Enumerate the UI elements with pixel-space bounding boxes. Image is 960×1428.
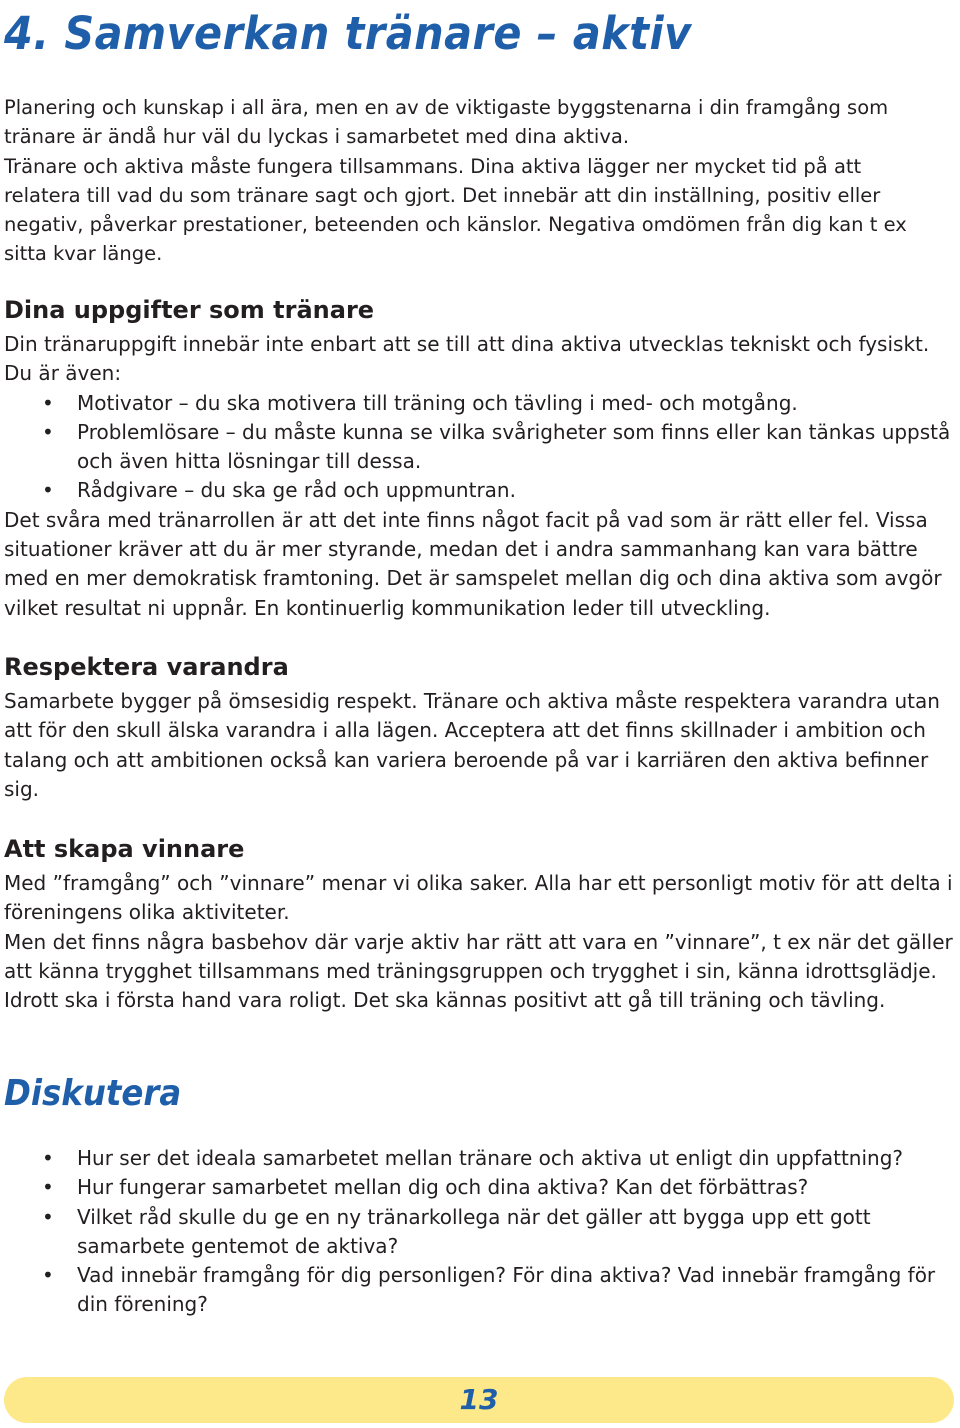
list-item [4, 1203, 956, 1262]
bullet-icon: • [42, 1263, 54, 1288]
bullet-icon: • [42, 1204, 54, 1229]
intro-line: tränare är ändå hur väl du lyckas i samarbetet med dina aktiva. [4, 125, 630, 149]
bullet-icon: • [42, 478, 54, 503]
list-item-text: och även hitta lösningar till dessa. [77, 449, 422, 474]
section-heading: Respektera varandra [4, 653, 289, 681]
vinnare-section [4, 833, 956, 1015]
list-item [4, 476, 956, 505]
intro-line: sitta kvar länge. [4, 242, 163, 266]
paragraph-line: sig. [4, 776, 40, 801]
list-item-text: Hur fungerar samarbetet mellan dig och dina aktiva? Kan det förbättras? [77, 1175, 809, 1200]
intro-line: negativ, påverkar prestationer, beteenden och känslor. Negativa omdömen från dig kan t ex [4, 213, 907, 237]
list-item-text: Vad innebär framgång för dig personligen? För dina aktiva? Vad innebär framgång för [77, 1263, 936, 1288]
list-item [4, 1173, 956, 1202]
paragraph-line: Med ”framgång” och ”vinnare” menar vi olika saker. Alla har ett personligt motiv för att delta i [4, 871, 953, 895]
paragraph-line: att känna trygghet tillsammans med träningsgruppen och trygghet i sin, känna idrottsglädje. [4, 958, 937, 983]
paragraph-line: vilket resultat ni uppnår. En kontinuerlig kommunikation leder till utveckling. [4, 595, 771, 620]
question-list [4, 1144, 956, 1320]
section-heading: Att skapa vinnare [4, 835, 245, 863]
bullet-icon: • [42, 1175, 54, 1200]
paragraph-line: Men det finns några basbehov där varje aktiv har rätt att vara en ”vinnare”, t ex när det gäller [4, 929, 953, 954]
list-item-text: din förening? [77, 1292, 208, 1317]
diskutera-heading: Diskutera [4, 1073, 182, 1114]
list-item-text: samarbete gentemot de aktiva? [77, 1233, 399, 1258]
paragraph-line: Din tränaruppgift innebär inte enbart att se till att dina aktiva utvecklas tekniskt och fysiskt. [4, 332, 930, 356]
list-item [4, 1261, 956, 1320]
paragraph-line: talang och att ambitionen också kan variera beroende på var i karriären den aktiva befinner [4, 747, 929, 772]
paragraph-line: föreningens olika aktiviteter. [4, 900, 290, 925]
list-item [4, 1144, 956, 1173]
bullet-icon: • [42, 390, 54, 415]
paragraph-line: Samarbete bygger på ömsesidig respekt. Tränare och aktiva måste respektera varandra utan [4, 689, 940, 713]
roles-list [4, 389, 956, 506]
intro-line: Tränare och aktiva måste fungera tillsammans. Dina aktiva lägger ner mycket tid på att [4, 154, 862, 178]
respektera-section [4, 651, 956, 804]
list-item-text: Vilket råd skulle du ge en ny tränarkollega när det gäller att bygga upp ett gott [77, 1204, 871, 1229]
footer-bar [4, 1377, 954, 1423]
list-item [4, 389, 956, 418]
page-number: 13 [459, 1383, 499, 1416]
list-item-text: Motivator – du ska motivera till träning och tävling i med- och motgång. [77, 390, 798, 415]
paragraph-line: situationer kräver att du är mer styrande, medan det i andra sammanhang kan vara bättre [4, 537, 918, 562]
uppgifter-section [4, 294, 956, 623]
list-item [4, 418, 956, 477]
bullet-icon: • [42, 419, 54, 444]
paragraph-line: Du är även: [4, 361, 122, 386]
paragraph-line: Idrott ska i första hand vara roligt. Det ska kännas positivt att gå till träning och tävling. [4, 988, 886, 1013]
diskutera-section [4, 1144, 956, 1320]
list-item-text: Hur ser det ideala samarbetet mellan tränare och aktiva ut enligt din uppfattning? [77, 1146, 904, 1170]
intro-line: relatera till vad du som tränare sagt och gjort. Det innebär att din inställning, positiv eller [4, 183, 881, 207]
list-item-text: Rådgivare – du ska ge råd och uppmuntran. [77, 478, 516, 503]
paragraph-line: med en mer demokratisk framtoning. Det är samspelet mellan dig och dina aktiva som avgör [4, 566, 942, 591]
section-heading: Dina uppgifter som tränare [4, 296, 375, 324]
page-title: 4. Samverkan tränare – aktiv [4, 7, 692, 60]
list-item-text: Problemlösare – du måste kunna se vilka svårigheter som finns eller kan tänkas uppstå [77, 419, 951, 444]
paragraph-line: att för den skull älska varandra i alla lägen. Acceptera att det finns skillnader i ambition och [4, 718, 926, 743]
bullet-icon: • [42, 1146, 54, 1170]
intro-section [4, 93, 956, 269]
paragraph-line: Det svåra med tränarrollen är att det inte finns något facit på vad som är rätt eller fel. Vissa [4, 507, 928, 532]
intro-line: Planering och kunskap i all ära, men en av de viktigaste byggstenarna i din framgång som [4, 96, 889, 119]
